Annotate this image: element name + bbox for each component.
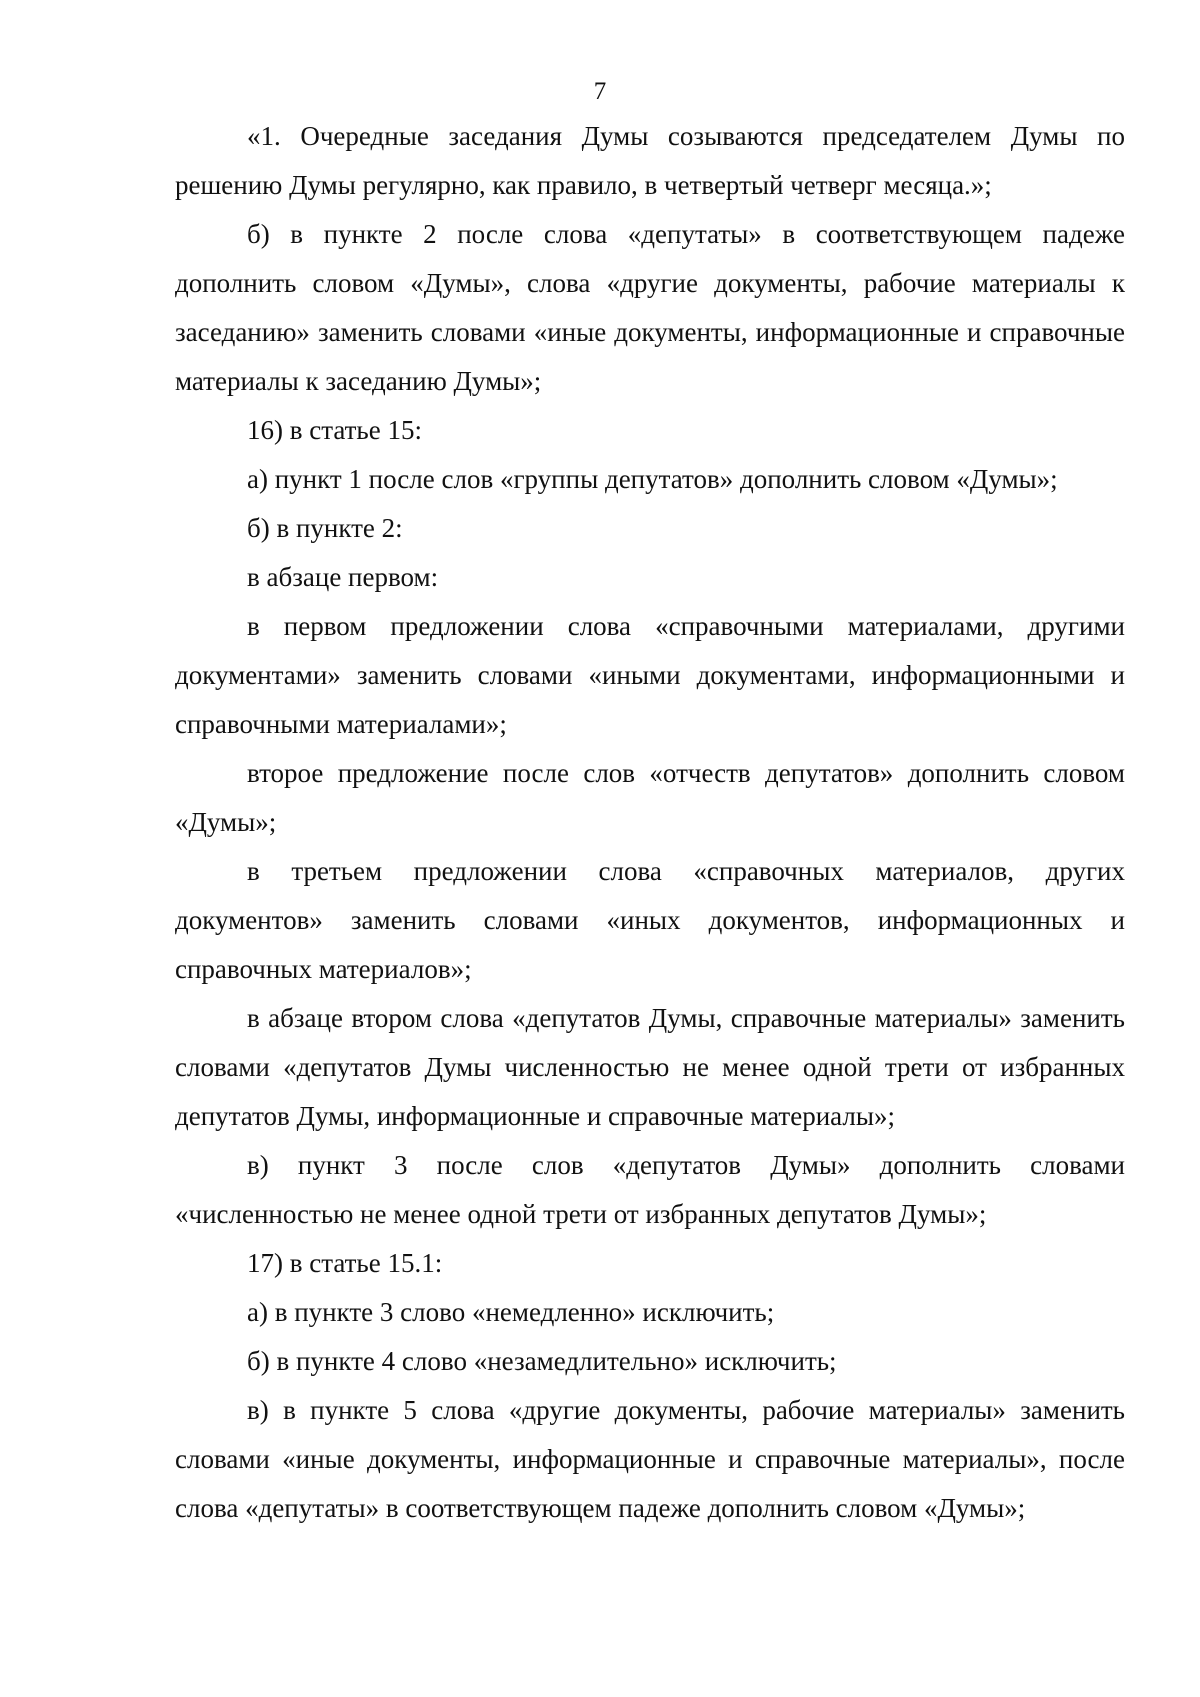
paragraph-second-sentence: второе предложение после слов «отчеств депутатов» дополнить словом «Думы»; (175, 758, 1125, 837)
paragraph-second-abzac: в абзаце втором слова «депутатов Думы, справочные материалы» заменить словами «депутатов Думы численностью не менее одной трети от избранных депутатов Думы, информационные и справочные материалы»; (175, 1003, 1125, 1131)
paragraph-third-sentence: в третьем предложении слова «справочных материалов, других документов» заменить словами «иных документов, информационных и справочных материалов»; (175, 856, 1125, 984)
paragraph-item-16: 16) в статье 15: (247, 415, 422, 445)
paragraph-first-abzac: в абзаце первом: (247, 562, 439, 592)
paragraph-item-17-a: а) в пункте 3 слово «немедленно» исключить; (247, 1297, 775, 1327)
paragraph-item-17-b: б) в пункте 4 слово «незамедлительно» исключить; (247, 1346, 837, 1376)
paragraph-clause-1-quote: «1. Очередные заседания Думы созываются председателем Думы по решению Думы регулярно, как правило, в четвертый четверг месяца.»; (175, 121, 1125, 200)
document-body (175, 112, 1125, 1533)
paragraph-item-16-b: б) в пункте 2: (247, 513, 403, 543)
paragraph-item-17-v: в) в пункте 5 слова «другие документы, рабочие материалы» заменить словами «иные документы, информационные и справочные материалы», после слова «депутаты» в соответствующем падеже дополнить словом «Думы»; (175, 1395, 1125, 1523)
page-number: 7 (593, 78, 607, 105)
paragraph-first-sentence: в первом предложении слова «справочными материалами, другими документами» заменить словами «иными документами, информационными и справочными материалами»; (175, 611, 1125, 739)
paragraph-item-16-a: а) пункт 1 после слов «группы депутатов» дополнить словом «Думы»; (247, 464, 1058, 494)
paragraph-subitem-b-point-2: б) в пункте 2 после слова «депутаты» в соответствующем падеже дополнить словом «Думы», слова «другие документы, рабочие материалы к заседанию» заменить словами «иные документы, информационные и справочные материалы к заседанию Думы»; (175, 219, 1125, 396)
paragraph-item-16-v: в) пункт 3 после слов «депутатов Думы» дополнить словами «численностью не менее одной трети от избранных депутатов Думы»; (175, 1150, 1125, 1229)
paragraph-item-17: 17) в статье 15.1: (247, 1248, 443, 1278)
